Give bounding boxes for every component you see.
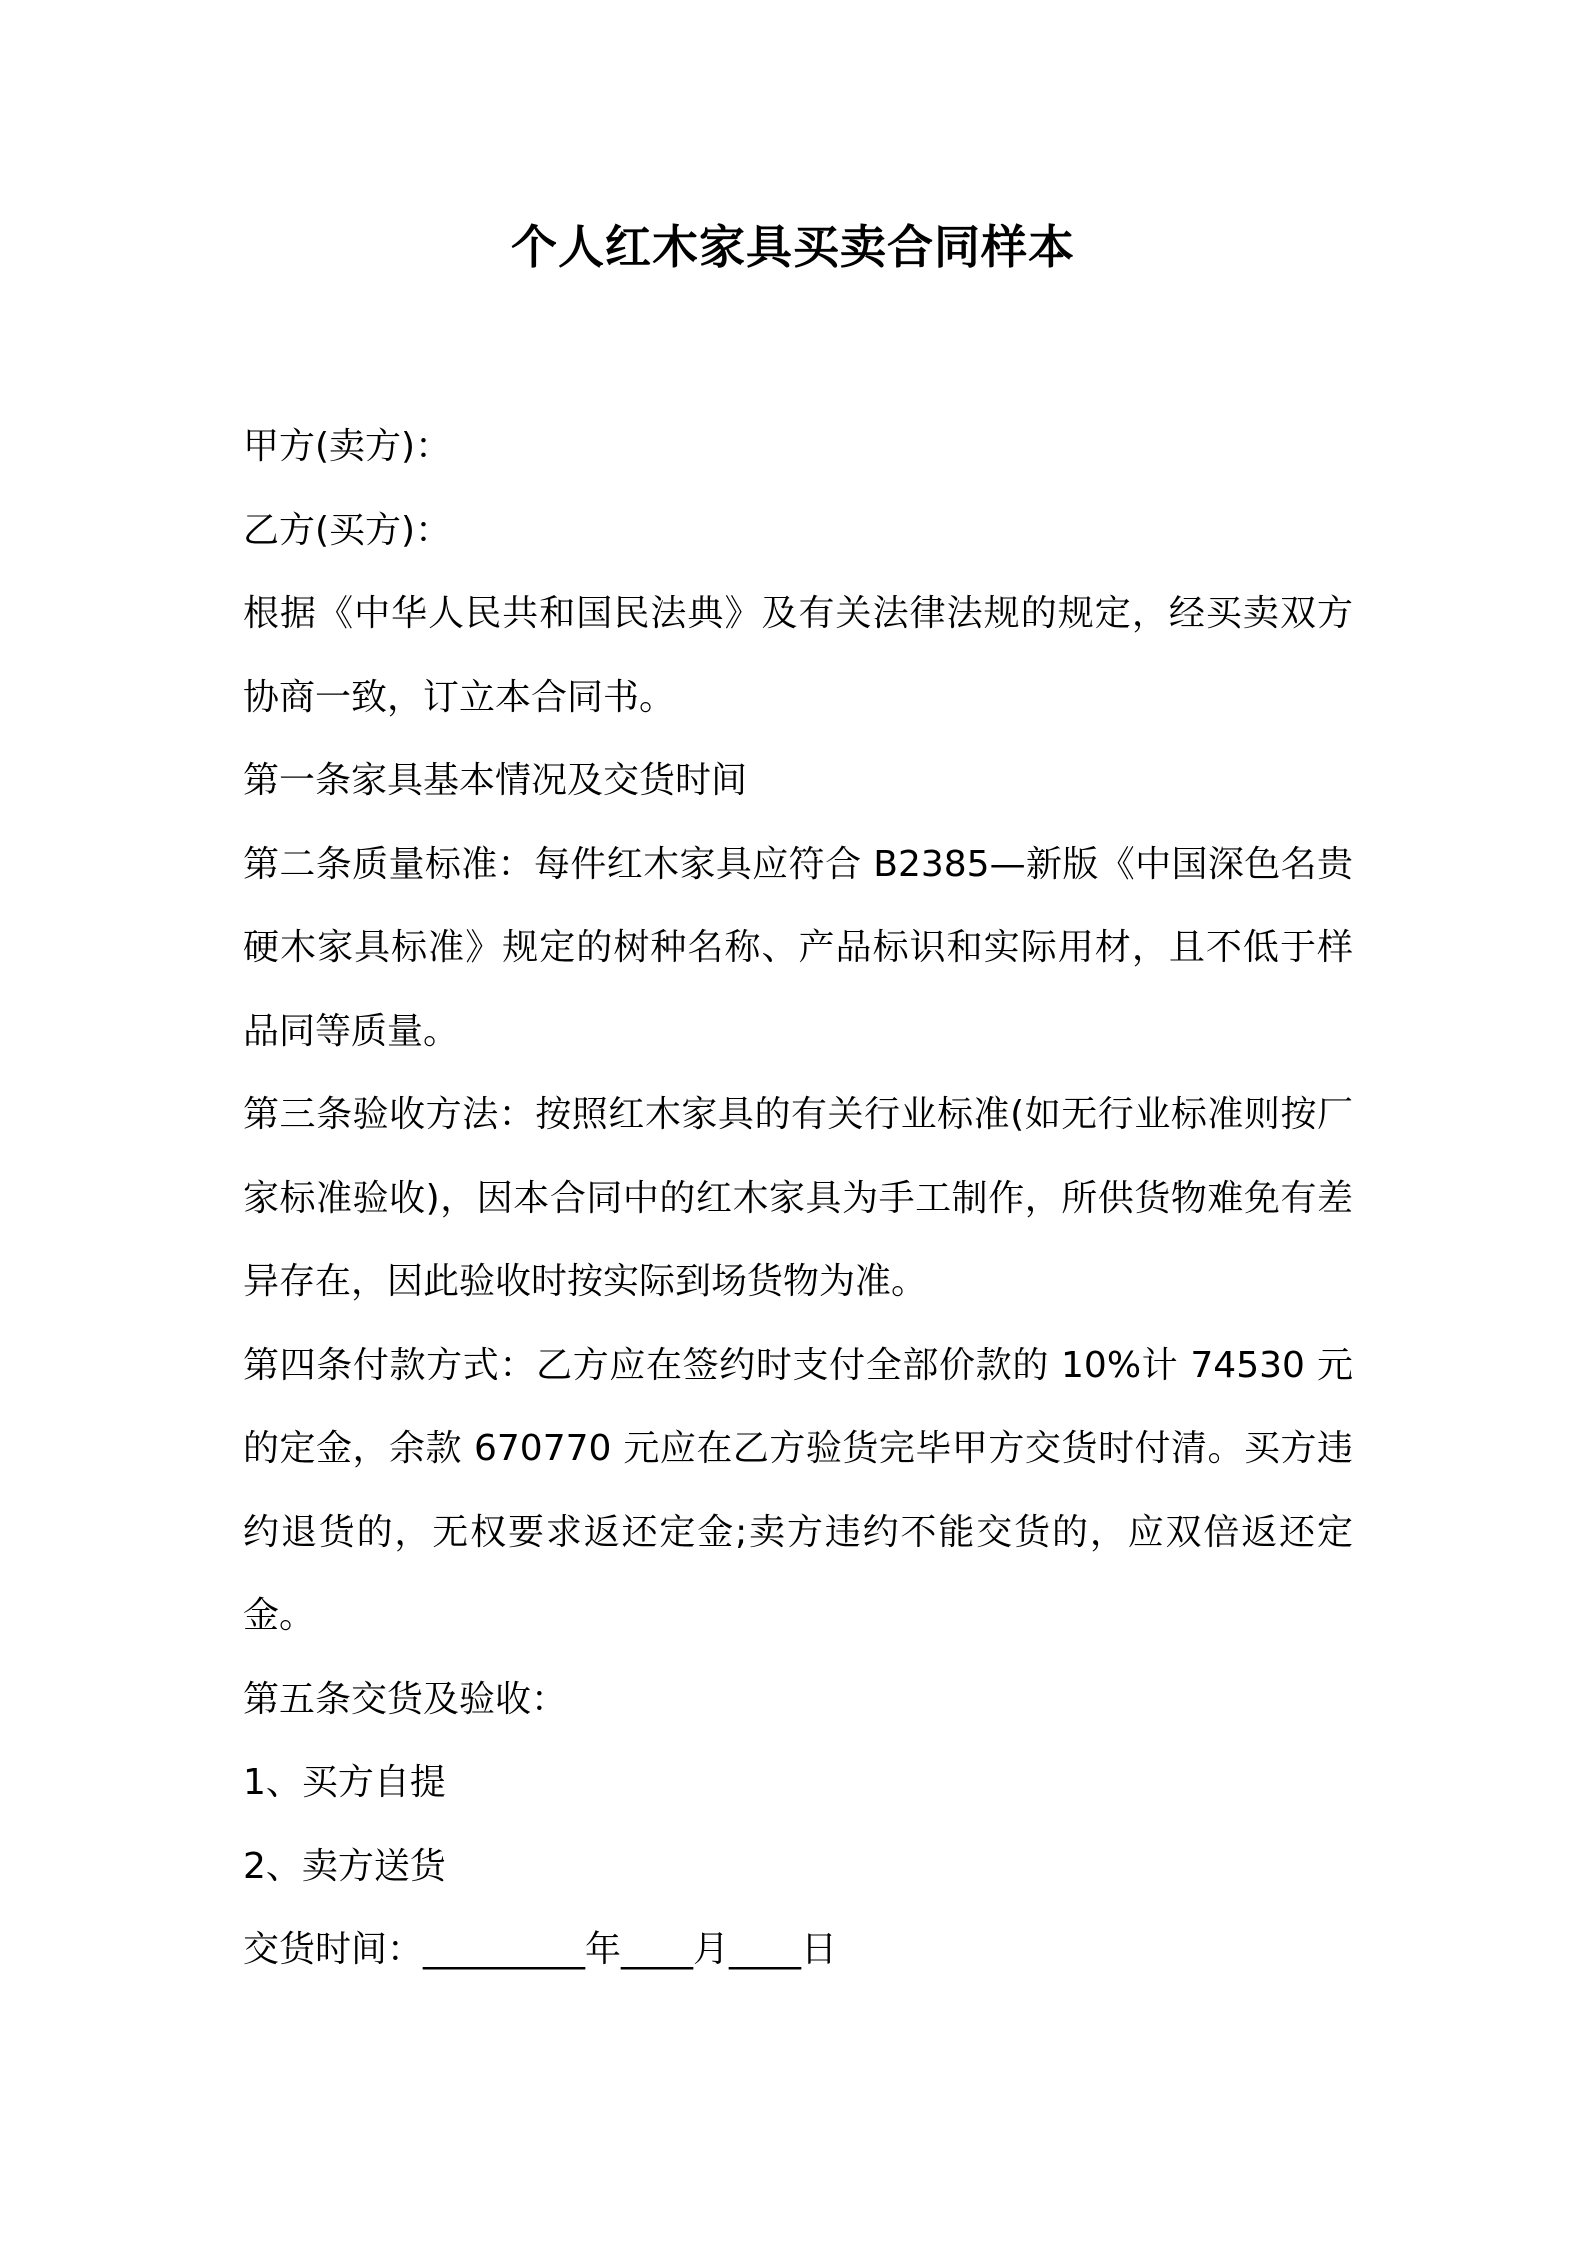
article-2-paragraph: 第二条质量标准：每件红木家具应符合 B2385—新版《中国深色名贵硬木家具标准》规定的树种名称、产品标识和实际用材，且不低于样品同等质量。: [243, 843, 1353, 1052]
article-1-heading: 第一条家具基本情况及交货时间: [243, 760, 748, 801]
document-title: 个人红木家具买卖合同样本: [511, 220, 1075, 274]
delivery-option-1: 1、买方自提: [243, 1762, 446, 1803]
article-4-paragraph: 第四条付款方式：乙方应在签约时支付全部价款的 10%计 74530 元的定金，余款 670770 元应在乙方验货完毕甲方交货时付清。买方违约退货的，无权要求返还定金;卖方违约不能交货的，应双倍返还定金。: [243, 1344, 1353, 1636]
delivery-option-2: 2、卖方送货: [243, 1845, 446, 1887]
article-3-paragraph: 第三条验收方法：按照红木家具的有关行业标准(如无行业标准则按厂家标准验收)，因本合同中的红木家具为手工制作，所供货物难免有差异存在，因此验收时按实际到场货物为准。: [243, 1094, 1353, 1302]
article-5-heading: 第五条交货及验收：: [243, 1678, 568, 1720]
preamble-paragraph: 根据《中华人民共和国民法典》及有关法律法规的规定，经买卖双方协商一致，订立本合同书。: [243, 593, 1353, 718]
delivery-date-line: 交货时间：_________年____月____日: [243, 1929, 838, 1970]
document-body: [243, 405, 1353, 1992]
party-a-line: 甲方(卖方)：: [243, 426, 452, 467]
party-b-line: 乙方(买方)：: [243, 509, 452, 551]
